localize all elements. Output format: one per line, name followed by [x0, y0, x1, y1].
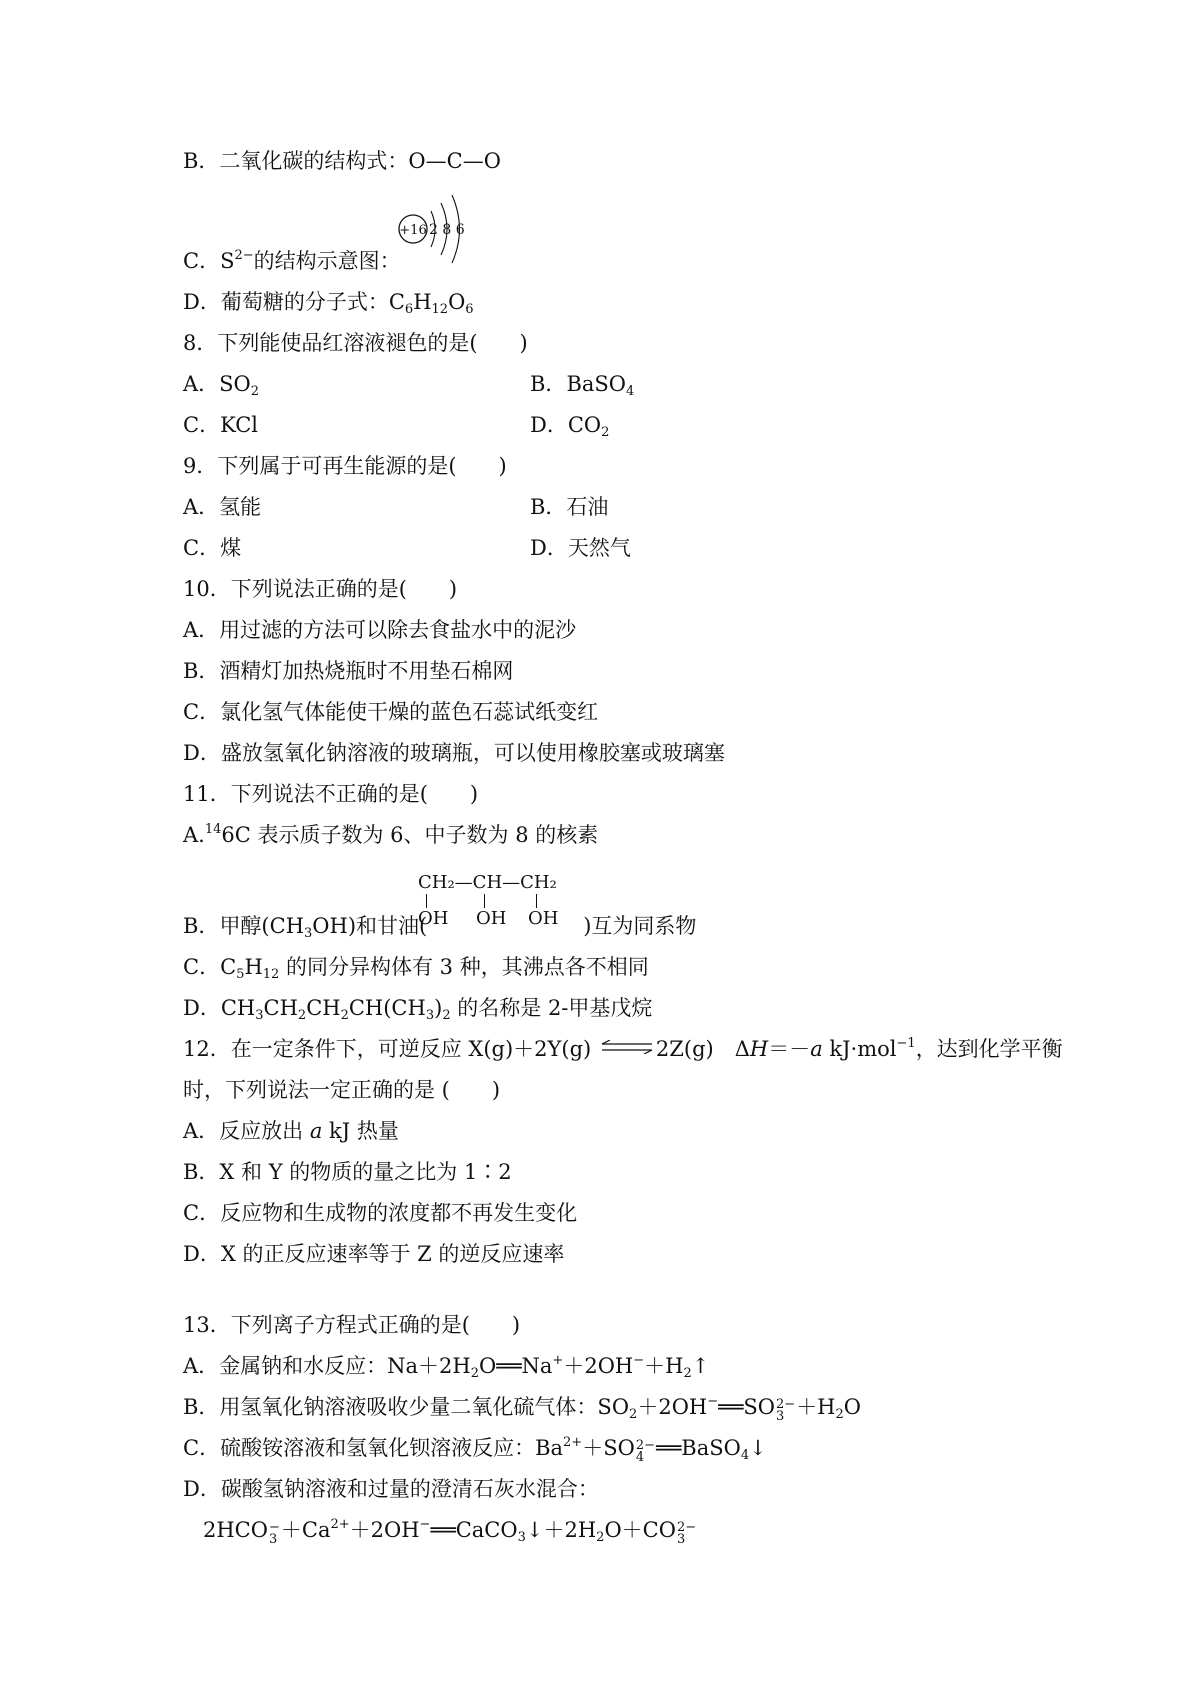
q8-option-a: A．$SO_2$	[183, 372, 260, 399]
q10-stem: 10．下列说法正确的是( )	[183, 577, 458, 601]
q13-option-d: D．碳酸氢钠溶液和过量的澄清石灰水混合：	[183, 1477, 599, 1501]
option-label: B．	[183, 149, 220, 173]
q12-option-a: A．反应放出 a kJ 热量	[183, 1119, 399, 1143]
q13-option-b: B．用氢氧化钠溶液吸收少量二氧化硫气体：$SO_2+2OH^-══SO$ 2− 3 $+H_2O$	[183, 1394, 862, 1424]
q13-stem: 13．下列离子方程式正确的是( )	[183, 1313, 521, 1337]
electron-shells: 2 8 6	[429, 222, 465, 238]
q7-option-b	[183, 146, 501, 176]
option-text: 二氧化碳的结构式：O—C—O	[219, 149, 501, 173]
q9-option-d: D．天然气	[530, 536, 631, 560]
q13-option-c: C．硫酸铵溶液和氢氧化钡溶液反应：$Ba^{2+}+SO$ 2− 4 ══BaSO$_4$↓	[183, 1435, 767, 1465]
q11-stem: 11．下列说法不正确的是( )	[183, 782, 479, 806]
q8-row-ab	[183, 369, 983, 399]
q12-stem-cont: 时，下列说法一定正确的是 ( )	[183, 1078, 501, 1102]
q13-option-d-equation: 2HCO − 3 $+Ca^{2+}+2OH^-══CaCO_3↓+2H_2O+CO$ 2− 3	[203, 1517, 697, 1547]
q10-option-d: D．盛放氢氧化钠溶液的玻璃瓶，可以使用橡胶塞或玻璃塞	[183, 741, 725, 765]
q10-option-c: C．氯化氢气体能使干燥的蓝色石蕊试纸变红	[183, 700, 599, 724]
q9-row-cd	[183, 533, 983, 563]
q8-row-cd	[183, 410, 983, 440]
q7-option-c: C．$S^{2-}$的结构示意图：	[183, 248, 401, 273]
q8-option-b: B．BaSO$_4$	[530, 372, 635, 399]
sulfide-ion-structure-diagram	[395, 185, 475, 265]
reversible-arrow-icon	[600, 1040, 654, 1054]
q8-option-d: D．$CO_2$	[530, 413, 610, 440]
q7-option-d: D．葡萄糖的分子式：$C_6H_{12}O_6$	[183, 290, 474, 317]
q11-option-b: B．甲醇$(CH_3OH)$和甘油( )互为同系物	[183, 914, 697, 941]
bond-line	[426, 894, 427, 908]
hydroxyl-2: OH	[476, 908, 507, 929]
q11-option-d: D．$CH_3CH_2CH_2CH(CH_3)_2$ 的名称是 2-甲基戊烷	[183, 996, 653, 1023]
q10-option-b: B．酒精灯加热烧瓶时不用垫石棉网	[183, 659, 514, 683]
q11-option-c: C．$C_5H_{12}$ 的同分异构体有 3 种，其沸点各不相同	[183, 955, 649, 982]
q8-option-c: C．KCl	[183, 413, 258, 437]
q11-option-a: A.$^{14}$6C 表示质子数为 6、中子数为 8 的核素	[183, 822, 599, 847]
q8-stem: 8．下列能使品红溶液褪色的是( )	[183, 331, 528, 355]
q9-option-c: C．煤	[183, 536, 242, 560]
hydroxyl-3: OH	[528, 908, 559, 929]
q10-option-a: A．用过滤的方法可以除去食盐水中的泥沙	[183, 618, 577, 642]
nucleus-charge: +16	[399, 223, 427, 238]
bond-line	[536, 894, 537, 908]
q9-option-b: B．石油	[530, 495, 609, 519]
q12-option-b: B．X 和 Y 的物质的量之比为 1∶2	[183, 1160, 512, 1184]
q12-stem: 12．在一定条件下，可逆反应 X(g)＋2Y(g) 2Z(g) ΔH＝－a kJ·mol$^{-1}$，达到化学平衡	[183, 1036, 1063, 1061]
q12-option-d: D．X 的正反应速率等于 Z 的逆反应速率	[183, 1242, 565, 1266]
q9-stem: 9．下列属于可再生能源的是( )	[183, 454, 507, 478]
glycerol-carbon-chain: CH₂—CH—CH₂	[418, 872, 557, 893]
bond-line	[484, 894, 485, 908]
q9-row-ab	[183, 492, 983, 522]
q12-option-c: C．反应物和生成物的浓度都不再发生变化	[183, 1201, 578, 1225]
q9-option-a: A．氢能	[183, 495, 262, 519]
q13-option-a: A．金属钠和水反应：$Na+2H_2O══Na^++2OH^-+H_2↑$	[183, 1353, 710, 1381]
hydroxyl-1: OH	[418, 908, 449, 929]
